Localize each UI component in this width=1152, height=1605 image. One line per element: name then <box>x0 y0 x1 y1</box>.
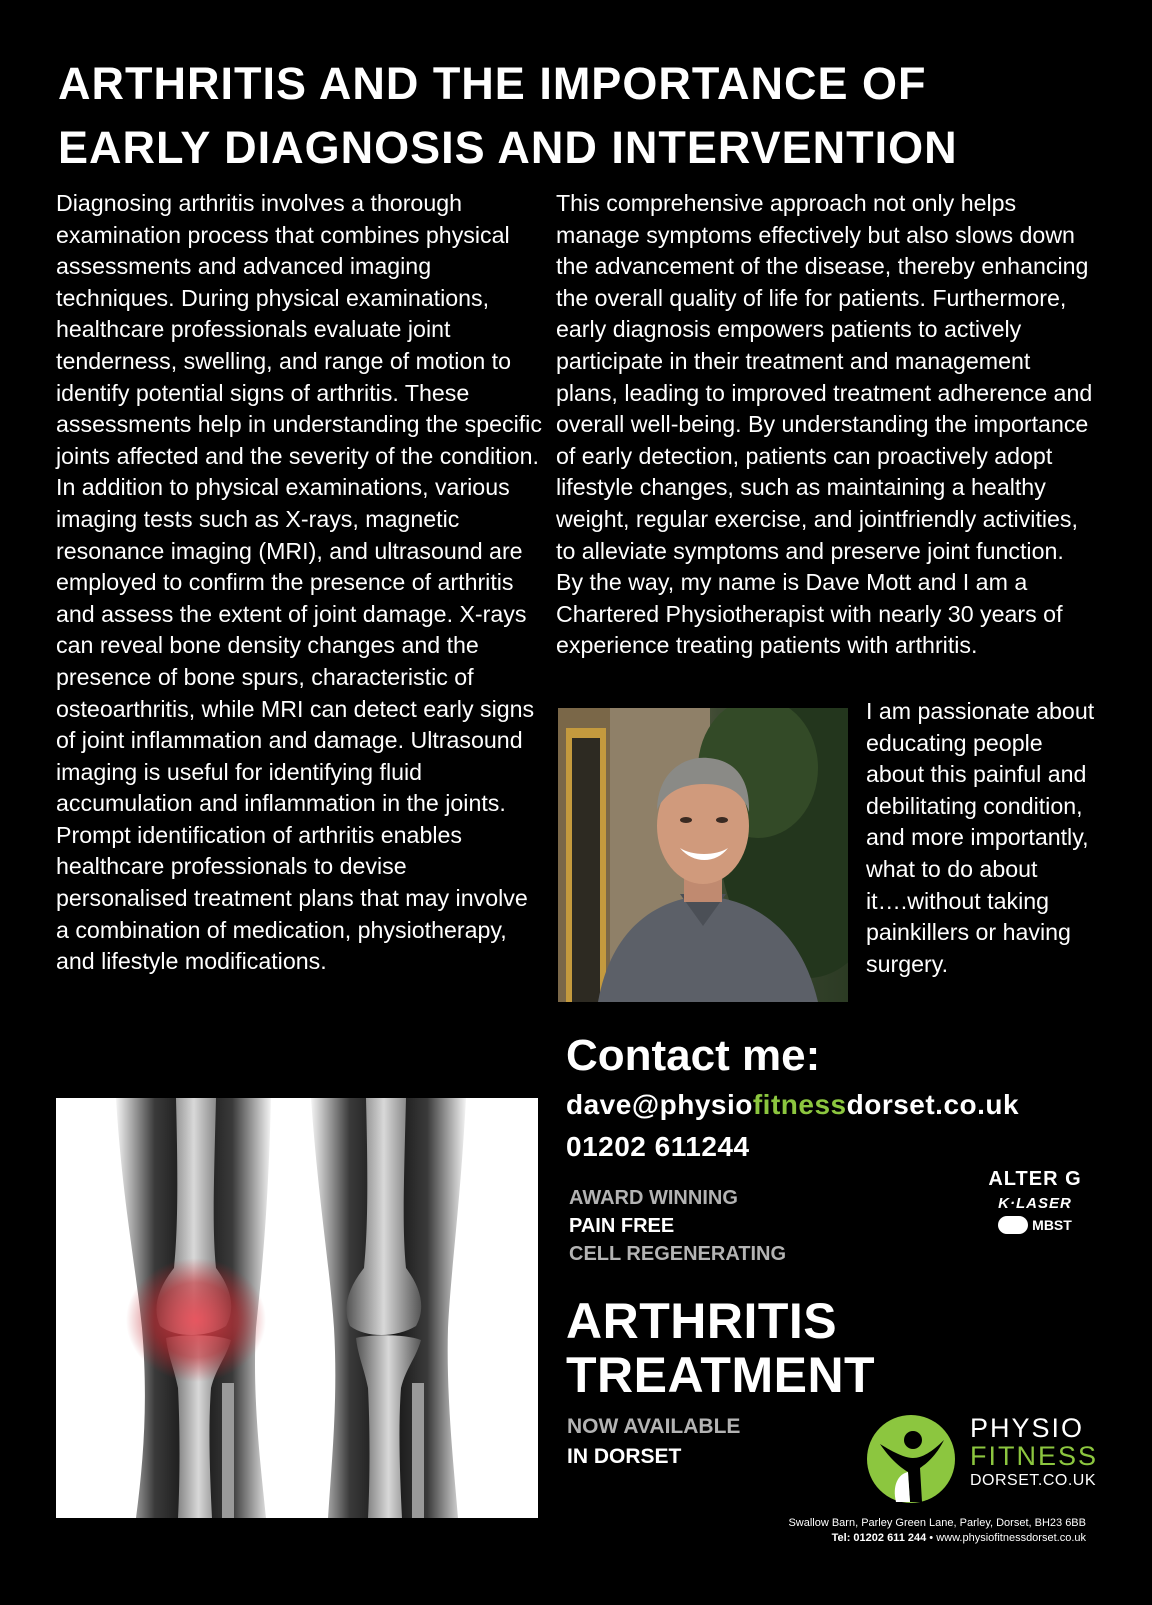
address-text: Swallow Barn, Parley Green Lane, Parley, Dorset, BH23 6BB <box>788 1517 1086 1529</box>
physio-fitness-logo <box>866 1412 1099 1508</box>
tagline <box>569 1184 786 1268</box>
alterg-logo: ALTER G <box>988 1168 1082 1190</box>
phone-number[interactable]: 01202 611244 <box>566 1131 750 1162</box>
treatment-heading <box>566 1294 875 1402</box>
contact-heading: Contact me: <box>566 1031 821 1080</box>
footer-web[interactable]: • www.physiofitnessdorset.co.uk <box>926 1532 1086 1544</box>
footer-tel[interactable]: Tel: 01202 611 244 <box>831 1532 927 1544</box>
left-column-text: Diagnosing arthritis involves a thorough examination process that combines physical assessments and advanced imaging techniques. During physical examinations, healthcare professionals evaluate joint tenderness, swelling, and range of motion to identify potential signs of arthritis. These assessments help in understanding the specific joints affected and the severity of the condition. In addition to physical examinations, various imaging tests such as X-rays, magnetic resonance imaging (MRI), and ultrasound are employed to confirm the presence of arthritis and assess the extent of joint damage. X-rays can reveal bone density changes and the presence of bone spurs, characteristic of osteoarthritis, while MRI can detect early signs of joint inflammation and damage. Ultrasound imaging is useful for identifying fluid accumulation and inflammation in the joints. Prompt identification of arthritis enables healthcare professionals to devise personalised treatment plans that may involve a combination of medication, physiotherapy, and lifestyle modifications. <box>56 190 542 975</box>
available-line-2: IN DORSET <box>567 1445 682 1468</box>
klaser-logo: K·LASER <box>998 1195 1072 1212</box>
footer-address <box>788 1516 1086 1546</box>
title-line-2: EARLY DIAGNOSIS AND INTERVENTION <box>58 122 958 173</box>
article-title <box>58 52 1118 180</box>
email-part-2: fitness <box>752 1089 847 1120</box>
author-intro-text: By the way, my name is Dave Mott and I am a Chartered Physiotherapist with nearly 30 years of experience treating patients with arthritis. <box>556 569 1063 659</box>
author-photo <box>558 708 848 1002</box>
email-part-3: dorset.co.uk <box>846 1089 1020 1120</box>
tagline-award: AWARD WINNING <box>569 1187 738 1209</box>
mbst-logo <box>998 1216 1072 1234</box>
logo-domain: DORSET.CO.UK <box>970 1472 1097 1489</box>
email-link[interactable] <box>566 1088 1019 1122</box>
available-line-1: NOW AVAILABLE <box>567 1415 741 1438</box>
author-bio-text: I am passionate about educating people about this painful and debilitating condition, and more importantly, what to do about it….without taking painkillers or having surgery. <box>866 698 1095 977</box>
tagline-cell: CELL REGENERATING <box>569 1243 787 1265</box>
right-column <box>556 188 1096 662</box>
logo-text <box>970 1414 1098 1492</box>
logo-word-physio: PHYSIO <box>970 1413 1085 1443</box>
treatment-line-2: TREATMENT <box>566 1347 876 1403</box>
title-line-1: ARTHRITIS AND THE IMPORTANCE OF <box>58 58 927 109</box>
tagline-pain-free: PAIN FREE <box>569 1215 675 1237</box>
right-column-text: This comprehensive approach not only helps manage symptoms effectively but also slows down the advancement of the disease, thereby enhancing the overall quality of life for patients. Furthermore, early diagnosis empowers patients to actively participate in their treatment and management plans, leading to improved treatment adherence and overall well-being. By understanding the importance of early detection, patients can proactively adopt lifestyle changes, such as maintaining a healthy weight, regular exercise, and jointfriendly activities, to alleviate symptoms and preserve joint function. <box>556 190 1093 564</box>
mbst-label: MBST <box>1032 1217 1072 1233</box>
availability-text <box>567 1412 740 1472</box>
email-part-1: dave@physio <box>566 1089 753 1120</box>
logo-word-fitness: FITNESS <box>970 1441 1099 1471</box>
mbst-icon <box>998 1216 1028 1234</box>
treatment-line-1: ARTHRITIS <box>566 1293 838 1349</box>
knee-xray-image <box>56 1098 538 1518</box>
partner-logos <box>980 1168 1090 1239</box>
physio-fitness-logo-icon <box>866 1414 956 1504</box>
